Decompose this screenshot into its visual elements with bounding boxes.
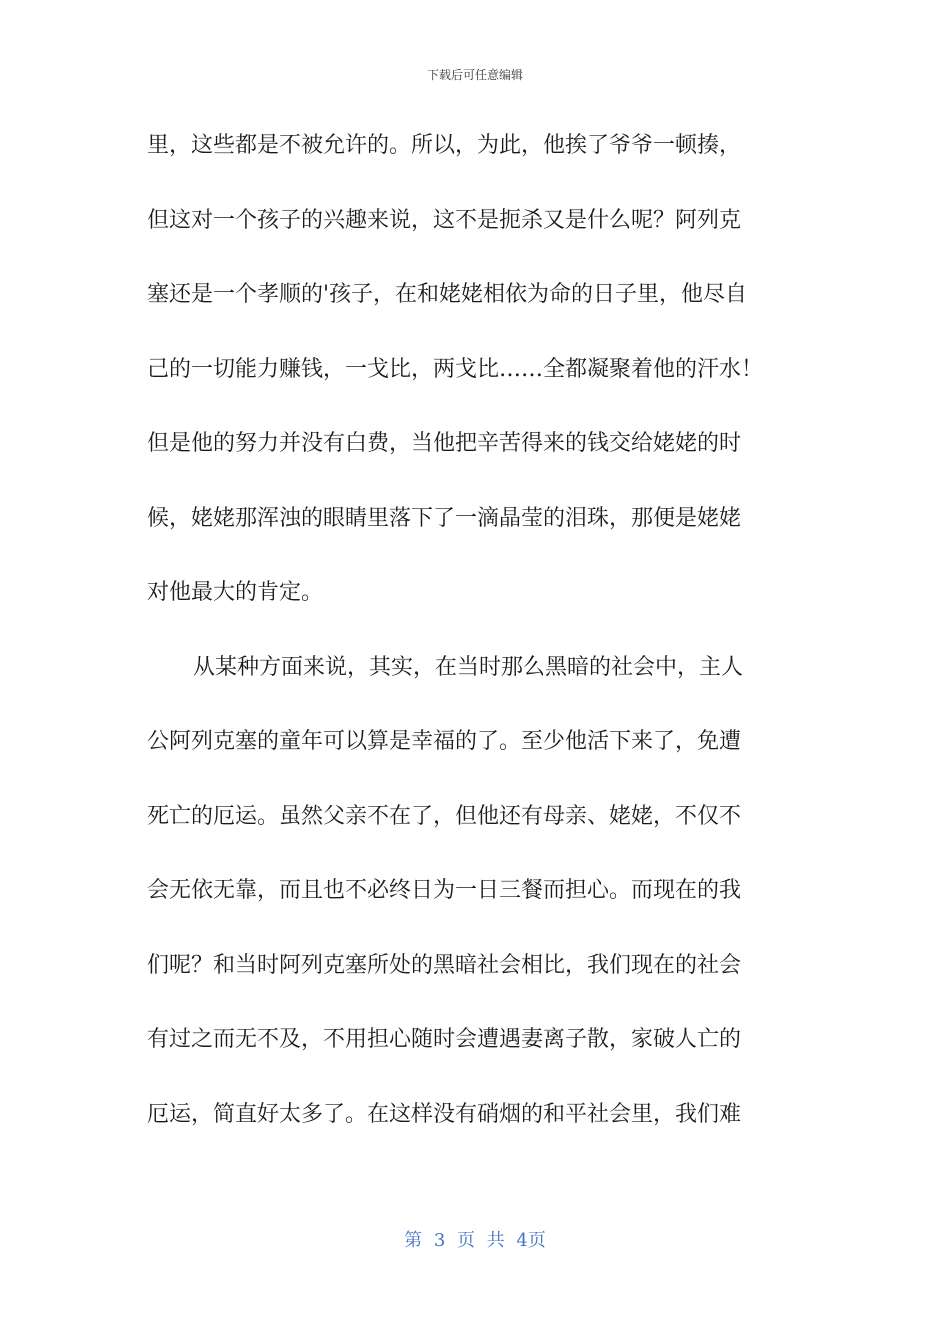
text-line: 公阿列克塞的童年可以算是幸福的了。至少他活下来了，免遭 bbox=[147, 729, 742, 754]
paragraph-start-line: 从某种方面来说，其实，在当时那么黑暗的社会中，主人 bbox=[193, 654, 744, 680]
text-line: 候，姥姥那浑浊的眼睛里落下了一滴晶莹的泪珠，那便是姥姥 bbox=[147, 505, 742, 531]
text-line: 们呢？和当时阿列克塞所处的黑暗社会相比，我们现在的社会 bbox=[147, 952, 742, 978]
text-line: 对他最大的肯定。 bbox=[147, 580, 324, 605]
page-header: 下载后可任意编辑 bbox=[426, 68, 523, 82]
text-line: 但这对一个孩子的兴趣来说，这不是扼杀又是什么呢？阿列克 bbox=[147, 207, 742, 233]
text-line: 己的一切能力赚钱，一戈比，两戈比……全都凝聚着他的汗水！ bbox=[147, 356, 764, 382]
page-number-footer: 第 3 页 共 4页 bbox=[404, 1230, 546, 1251]
text-line: 塞还是一个孝顺的'孩子，在和姥姥相依为命的日子里，他尽自 bbox=[147, 282, 748, 307]
text-line: 但是他的努力并没有白费，当他把辛苦得来的钱交给姥姥的时 bbox=[147, 431, 742, 456]
document-body bbox=[147, 124, 807, 1167]
text-line: 会无依无靠，而且也不必终日为一日三餐而担心。而现在的我 bbox=[147, 878, 742, 903]
text-line: 里，这些都是不被允许的。所以，为此，他挨了爷爷一顿揍， bbox=[147, 133, 742, 158]
text-line: 死亡的厄运。虽然父亲不在了，但他还有母亲、姥姥，不仅不 bbox=[147, 803, 742, 829]
text-line: 有过之而无不及，不用担心随时会遭遇妻离子散，家破人亡的 bbox=[147, 1027, 742, 1052]
text-line: 厄运，简直好太多了。在这样没有硝烟的和平社会里，我们难 bbox=[147, 1101, 742, 1127]
